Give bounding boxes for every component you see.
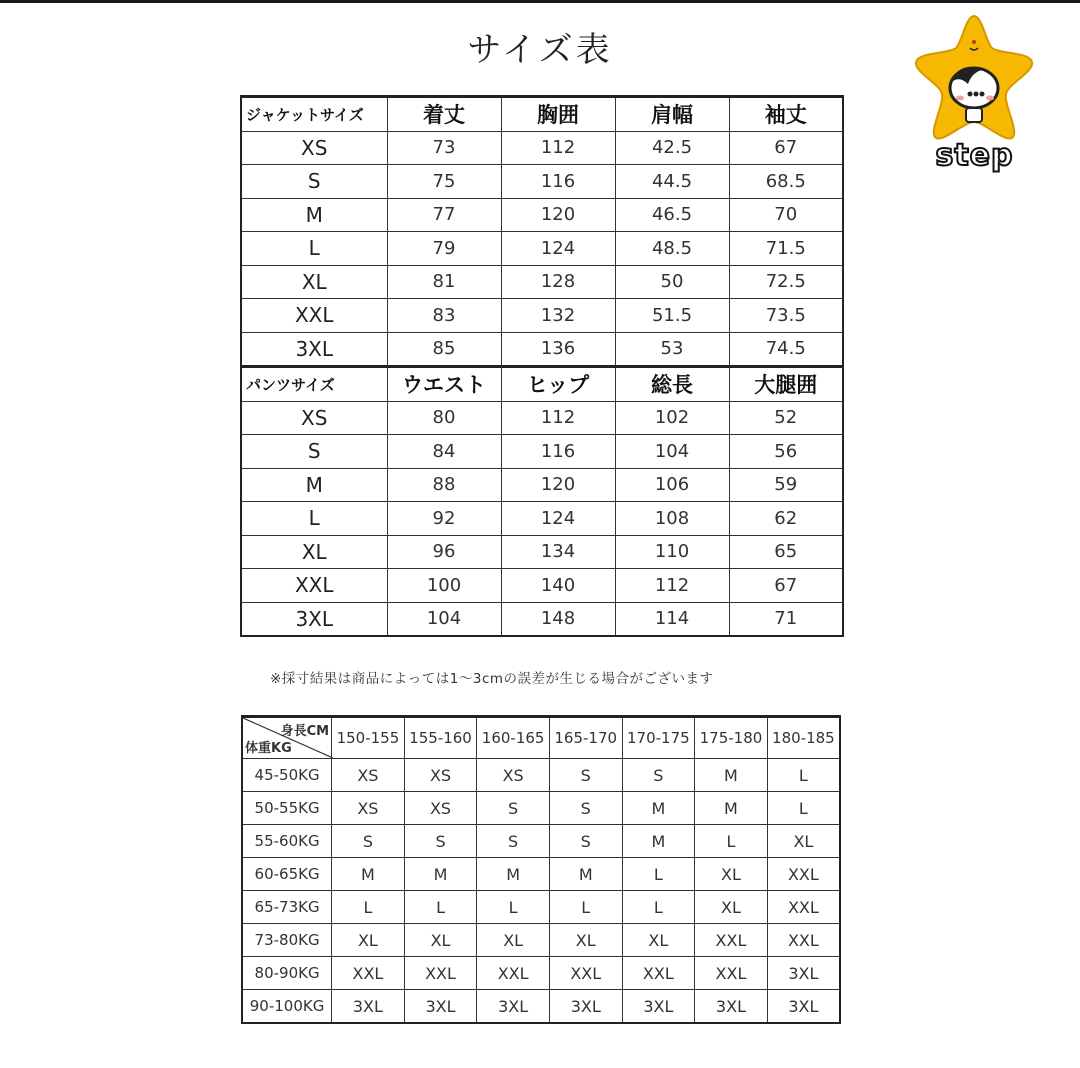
jacket-header-row	[241, 97, 843, 132]
recommended-size-cell: XL	[477, 924, 550, 957]
measurement-cell: 120	[501, 468, 615, 502]
measurement-cell: 46.5	[615, 198, 729, 232]
recommended-size-cell: S	[549, 759, 622, 792]
recommended-size-cell: XXL	[332, 957, 405, 990]
recommended-size-cell: XXL	[695, 924, 768, 957]
recommended-size-cell: XXL	[549, 957, 622, 990]
recommended-size-cell: XS	[477, 759, 550, 792]
recommended-size-cell: S	[332, 825, 405, 858]
recommended-size-cell: XL	[767, 825, 840, 858]
table-row	[241, 165, 843, 199]
table-row	[241, 535, 843, 569]
measurement-cell: 104	[387, 602, 501, 636]
measurement-cell: 48.5	[615, 232, 729, 266]
height-range-cell: 155-160	[404, 717, 477, 759]
pants-header-row	[241, 367, 843, 402]
size-label-cell: XL	[241, 535, 387, 569]
table-row	[241, 468, 843, 502]
measurement-cell: 65	[729, 535, 843, 569]
measurement-cell: 140	[501, 569, 615, 603]
recommended-size-cell: XXL	[767, 924, 840, 957]
brand-logo-text: step	[935, 138, 1014, 173]
table-row	[241, 502, 843, 536]
size-label-cell: XS	[241, 131, 387, 165]
measurement-cell: 67	[729, 131, 843, 165]
height-range-cell: 175-180	[695, 717, 768, 759]
measurement-cell: 77	[387, 198, 501, 232]
measurement-note: ※採寸結果は商品によっては1～3cmの誤差が生じる場合がございます	[270, 671, 714, 687]
recommended-size-cell: S	[622, 759, 695, 792]
recommended-size-cell: XS	[332, 759, 405, 792]
height-range-cell: 170-175	[622, 717, 695, 759]
recommended-size-cell: 3XL	[695, 990, 768, 1024]
recommended-size-cell: M	[622, 825, 695, 858]
measurement-cell: 75	[387, 165, 501, 199]
measurement-cell: 59	[729, 468, 843, 502]
recommended-size-cell: L	[404, 891, 477, 924]
top-border-line	[0, 0, 1080, 3]
measurement-cell: 71.5	[729, 232, 843, 266]
recommended-size-cell: S	[549, 825, 622, 858]
weight-range-cell: 60-65KG	[242, 858, 332, 891]
measurement-cell: 128	[501, 265, 615, 299]
weight-range-cell: 80-90KG	[242, 957, 332, 990]
recommended-size-cell: L	[549, 891, 622, 924]
measurement-cell: 72.5	[729, 265, 843, 299]
size-label-cell: XS	[241, 401, 387, 435]
measurement-cell: 112	[501, 131, 615, 165]
measurement-cell: 124	[501, 232, 615, 266]
measurement-cell: 73.5	[729, 299, 843, 333]
measurement-cell: 83	[387, 299, 501, 333]
measurement-cell: 79	[387, 232, 501, 266]
measurement-cell: 80	[387, 401, 501, 435]
recommended-size-cell: 3XL	[404, 990, 477, 1024]
recommended-size-cell: L	[622, 858, 695, 891]
measurement-cell: 44.5	[615, 165, 729, 199]
measurement-cell: 120	[501, 198, 615, 232]
table-row	[241, 569, 843, 603]
measurement-cell: 108	[615, 502, 729, 536]
size-guide-table	[241, 715, 841, 1024]
measurement-cell: 124	[501, 502, 615, 536]
measurement-cell: 56	[729, 435, 843, 469]
measurement-cell: 100	[387, 569, 501, 603]
measurement-cell: 136	[501, 332, 615, 367]
recommended-size-cell: XXL	[622, 957, 695, 990]
measurement-cell: 67	[729, 569, 843, 603]
recommended-size-cell: 3XL	[549, 990, 622, 1024]
measurement-cell: 110	[615, 535, 729, 569]
size-label-cell: M	[241, 198, 387, 232]
table-row	[242, 759, 840, 792]
star-mascot-icon	[912, 12, 1037, 142]
recommended-size-cell: XXL	[767, 858, 840, 891]
table-row	[241, 299, 843, 333]
weight-range-cell: 73-80KG	[242, 924, 332, 957]
recommended-size-cell: L	[477, 891, 550, 924]
measurement-cell: 71	[729, 602, 843, 636]
recommended-size-cell: S	[404, 825, 477, 858]
measurement-cell: 68.5	[729, 165, 843, 199]
recommended-size-cell: 3XL	[332, 990, 405, 1024]
measurement-cell: 74.5	[729, 332, 843, 367]
recommended-size-cell: XL	[622, 924, 695, 957]
height-range-cell: 150-155	[332, 717, 405, 759]
measurement-cell: 88	[387, 468, 501, 502]
jacket-header-cell: ジャケットサイズ	[241, 97, 387, 132]
size-guide-corner-cell	[242, 717, 332, 759]
recommended-size-cell: L	[695, 825, 768, 858]
pants-header-cell: 大腿囲	[729, 367, 843, 402]
weight-range-cell: 90-100KG	[242, 990, 332, 1024]
table-row	[242, 792, 840, 825]
recommended-size-cell: L	[622, 891, 695, 924]
size-chart-table	[240, 95, 844, 637]
measurement-cell: 50	[615, 265, 729, 299]
recommended-size-cell: L	[767, 792, 840, 825]
size-guide-header-row	[242, 717, 840, 759]
jacket-header-cell: 着丈	[387, 97, 501, 132]
table-row	[242, 825, 840, 858]
recommended-size-cell: XL	[332, 924, 405, 957]
pants-header-cell: パンツサイズ	[241, 367, 387, 402]
recommended-size-cell: M	[332, 858, 405, 891]
recommended-size-cell: S	[549, 792, 622, 825]
measurement-cell: 104	[615, 435, 729, 469]
weight-range-cell: 65-73KG	[242, 891, 332, 924]
measurement-cell: 96	[387, 535, 501, 569]
height-axis-label: 身長CM	[280, 724, 330, 739]
table-row	[241, 435, 843, 469]
table-row	[241, 131, 843, 165]
recommended-size-cell: M	[549, 858, 622, 891]
size-label-cell: S	[241, 435, 387, 469]
measurement-cell: 102	[615, 401, 729, 435]
size-label-cell: 3XL	[241, 602, 387, 636]
size-label-cell: XXL	[241, 299, 387, 333]
table-row	[241, 232, 843, 266]
measurement-cell: 132	[501, 299, 615, 333]
brand-logo	[912, 12, 1037, 172]
weight-range-cell: 55-60KG	[242, 825, 332, 858]
measurement-cell: 148	[501, 602, 615, 636]
measurement-cell: 134	[501, 535, 615, 569]
measurement-cell: 52	[729, 401, 843, 435]
size-label-cell: XXL	[241, 569, 387, 603]
measurement-cell: 51.5	[615, 299, 729, 333]
measurement-cell: 116	[501, 165, 615, 199]
size-label-cell: L	[241, 502, 387, 536]
measurement-cell: 73	[387, 131, 501, 165]
weight-axis-label: 体重KG	[245, 741, 292, 756]
jacket-header-cell: 袖丈	[729, 97, 843, 132]
height-range-cell: 160-165	[477, 717, 550, 759]
jacket-header-cell: 肩幅	[615, 97, 729, 132]
recommended-size-cell: XL	[549, 924, 622, 957]
size-label-cell: L	[241, 232, 387, 266]
table-row	[241, 401, 843, 435]
measurement-cell: 116	[501, 435, 615, 469]
table-row	[242, 990, 840, 1024]
table-row	[242, 957, 840, 990]
recommended-size-cell: S	[477, 825, 550, 858]
size-label-cell: 3XL	[241, 332, 387, 367]
table-row	[241, 198, 843, 232]
weight-range-cell: 45-50KG	[242, 759, 332, 792]
recommended-size-cell: XL	[695, 891, 768, 924]
recommended-size-cell: L	[767, 759, 840, 792]
recommended-size-cell: XXL	[695, 957, 768, 990]
measurement-cell: 112	[615, 569, 729, 603]
recommended-size-cell: 3XL	[767, 957, 840, 990]
measurement-cell: 62	[729, 502, 843, 536]
recommended-size-cell: 3XL	[767, 990, 840, 1024]
measurement-cell: 114	[615, 602, 729, 636]
recommended-size-cell: XL	[695, 858, 768, 891]
recommended-size-cell: M	[695, 792, 768, 825]
size-label-cell: M	[241, 468, 387, 502]
recommended-size-cell: 3XL	[622, 990, 695, 1024]
recommended-size-cell: XXL	[767, 891, 840, 924]
measurement-cell: 92	[387, 502, 501, 536]
height-range-cell: 165-170	[549, 717, 622, 759]
recommended-size-cell: L	[332, 891, 405, 924]
pants-header-cell: ヒップ	[501, 367, 615, 402]
weight-range-cell: 50-55KG	[242, 792, 332, 825]
table-row	[242, 924, 840, 957]
measurement-cell: 112	[501, 401, 615, 435]
page-title: サイズ表	[467, 30, 613, 70]
recommended-size-cell: 3XL	[477, 990, 550, 1024]
recommended-size-cell: M	[695, 759, 768, 792]
table-row	[241, 332, 843, 367]
measurement-cell: 84	[387, 435, 501, 469]
jacket-header-cell: 胸囲	[501, 97, 615, 132]
height-range-cell: 180-185	[767, 717, 840, 759]
recommended-size-cell: M	[622, 792, 695, 825]
measurement-cell: 81	[387, 265, 501, 299]
size-label-cell: XL	[241, 265, 387, 299]
recommended-size-cell: XL	[404, 924, 477, 957]
recommended-size-cell: XS	[404, 759, 477, 792]
recommended-size-cell: XXL	[404, 957, 477, 990]
table-row	[242, 891, 840, 924]
size-label-cell: S	[241, 165, 387, 199]
measurement-cell: 53	[615, 332, 729, 367]
measurement-cell: 85	[387, 332, 501, 367]
table-row	[242, 858, 840, 891]
pants-header-cell: 総長	[615, 367, 729, 402]
pants-header-cell: ウエスト	[387, 367, 501, 402]
measurement-cell: 106	[615, 468, 729, 502]
recommended-size-cell: M	[404, 858, 477, 891]
measurement-cell: 70	[729, 198, 843, 232]
table-row	[241, 602, 843, 636]
recommended-size-cell: XXL	[477, 957, 550, 990]
recommended-size-cell: XS	[332, 792, 405, 825]
recommended-size-cell: XS	[404, 792, 477, 825]
recommended-size-cell: S	[477, 792, 550, 825]
measurement-cell: 42.5	[615, 131, 729, 165]
table-row	[241, 265, 843, 299]
recommended-size-cell: M	[477, 858, 550, 891]
